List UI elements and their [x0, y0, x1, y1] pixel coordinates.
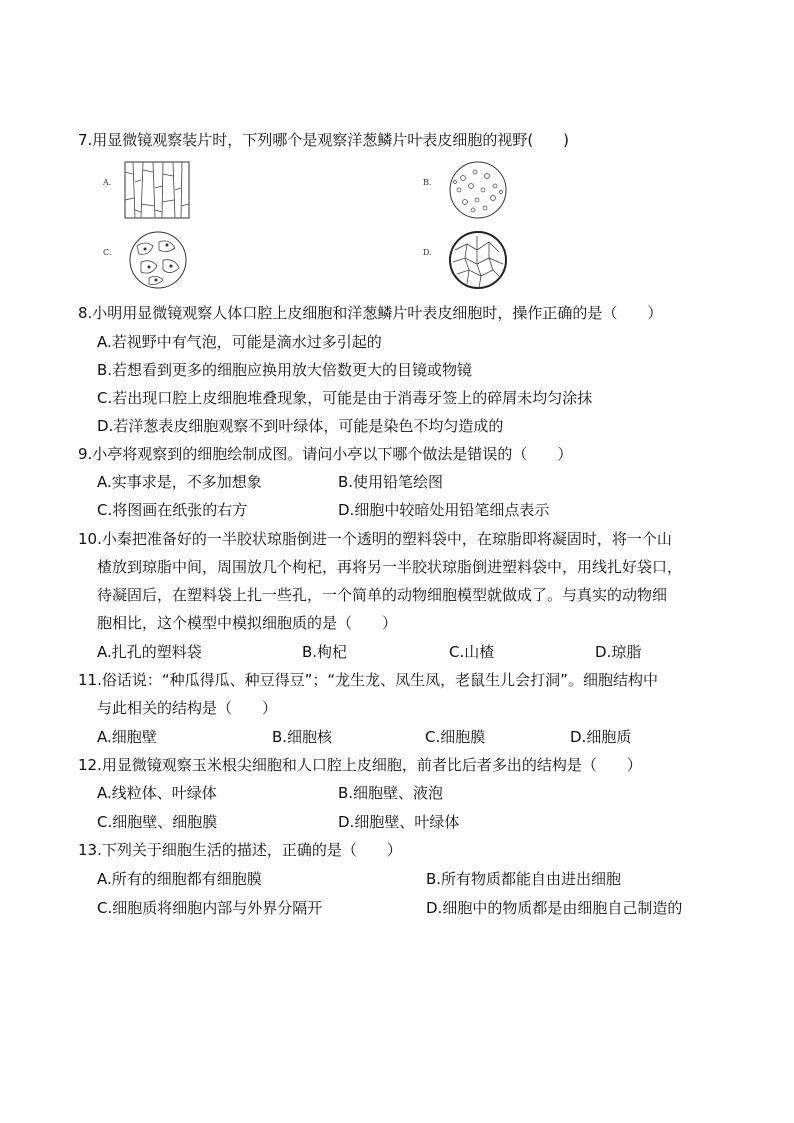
round-cells-image	[123, 230, 193, 290]
q11-option-c: C.细胞膜	[425, 728, 486, 746]
elongated-cells-image	[123, 160, 193, 220]
q13-option-d: D.细胞中的物质都是由细胞自己制造的	[426, 899, 683, 917]
question-11-line-2: 与此相关的结构是（ ）	[97, 699, 278, 717]
question-11-line-1: 11.俗话说：“种瓜得瓜、种豆得豆”；“龙生龙、凤生凤，老鼠生儿会打洞”。细胞结构中	[78, 671, 658, 689]
q8-option-d: D.若洋葱表皮细胞观察不到叶绿体，可能是染色不均匀造成的	[97, 417, 504, 435]
q7-option-a-label: A.	[103, 178, 112, 187]
question-10-line-3: 待凝固后，在塑料袋上扎一些孔，一个简单的动物细胞模型就做成了。与真实的动物细	[97, 586, 668, 604]
question-13-stem: 13.下列关于细胞生活的描述，正确的是（ ）	[78, 841, 402, 859]
q12-option-c: C.细胞壁、细胞膜	[97, 813, 218, 831]
question-7-stem: 7.用显微镜观察装片时，下列哪个是观察洋葱鳞片叶表皮细胞的视野( )	[78, 131, 570, 149]
q9-option-d: D.细胞中较暗处用铅笔细点表示	[338, 501, 550, 519]
q8-option-b: B.若想看到更多的细胞应换用放大倍数更大的目镜或物镜	[97, 361, 473, 379]
q10-option-b: B.枸杞	[302, 643, 348, 661]
q11-option-a: A.细胞壁	[97, 728, 157, 746]
question-10-line-4: 胞相比，这个模型中模拟细胞质的是（ ）	[97, 614, 398, 632]
q9-option-a: A.实事求是，不多加想象	[97, 473, 262, 491]
q11-option-d: D.细胞质	[570, 728, 632, 746]
q9-option-b: B.使用铅笔绘图	[338, 473, 444, 491]
q10-option-c: C.山楂	[449, 643, 495, 661]
question-10-line-2: 楂放到琼脂中间，周围放几个枸杞，再将另一半胶状琼脂倒进塑料袋中，用线扎好袋口，	[97, 558, 683, 576]
q7-option-c-label: C.	[103, 248, 112, 257]
question-12-stem: 12.用显微镜观察玉米根尖细胞和人口腔上皮细胞，前者比后者多出的结构是（ ）	[78, 756, 642, 774]
q8-option-a: A.若视野中有气泡，可能是滴水过多引起的	[97, 333, 382, 351]
question-10-line-1: 10.小秦把准备好的一半胶状琼脂倒进一个透明的塑料袋中，在琼脂即将凝固时，将一个山	[78, 530, 672, 548]
q9-option-c: C.将图画在纸张的右方	[97, 501, 248, 519]
q13-option-c: C.细胞质将细胞内部与外界分隔开	[97, 899, 323, 917]
q13-option-b: B.所有物质都能自由进出细胞	[426, 870, 622, 888]
irregular-cells-image	[443, 230, 513, 290]
q8-option-c: C.若出现口腔上皮细胞堆叠现象，可能是由于消毒牙签上的碎屑未均匀涂抹	[97, 389, 593, 407]
q12-option-a: A.线粒体、叶绿体	[97, 784, 217, 802]
q10-option-a: A.扎孔的塑料袋	[97, 643, 202, 661]
question-8-stem: 8.小明用显微镜观察人体口腔上皮细胞和洋葱鳞片叶表皮细胞时，操作正确的是（ ）	[78, 304, 663, 322]
q12-option-b: B.细胞壁、液泡	[338, 784, 444, 802]
q10-option-d: D.琼脂	[595, 643, 642, 661]
dotted-cells-image	[443, 160, 513, 220]
q11-option-b: B.细胞核	[272, 728, 333, 746]
q12-option-d: D.细胞壁、叶绿体	[338, 813, 460, 831]
q7-option-d-label: D.	[423, 248, 432, 257]
q7-option-b-label: B.	[423, 178, 432, 187]
q13-option-a: A.所有的细胞都有细胞膜	[97, 870, 262, 888]
question-9-stem: 9.小亭将观察到的细胞绘制成图。请问小亭以下哪个做法是错误的（ ）	[78, 445, 573, 463]
